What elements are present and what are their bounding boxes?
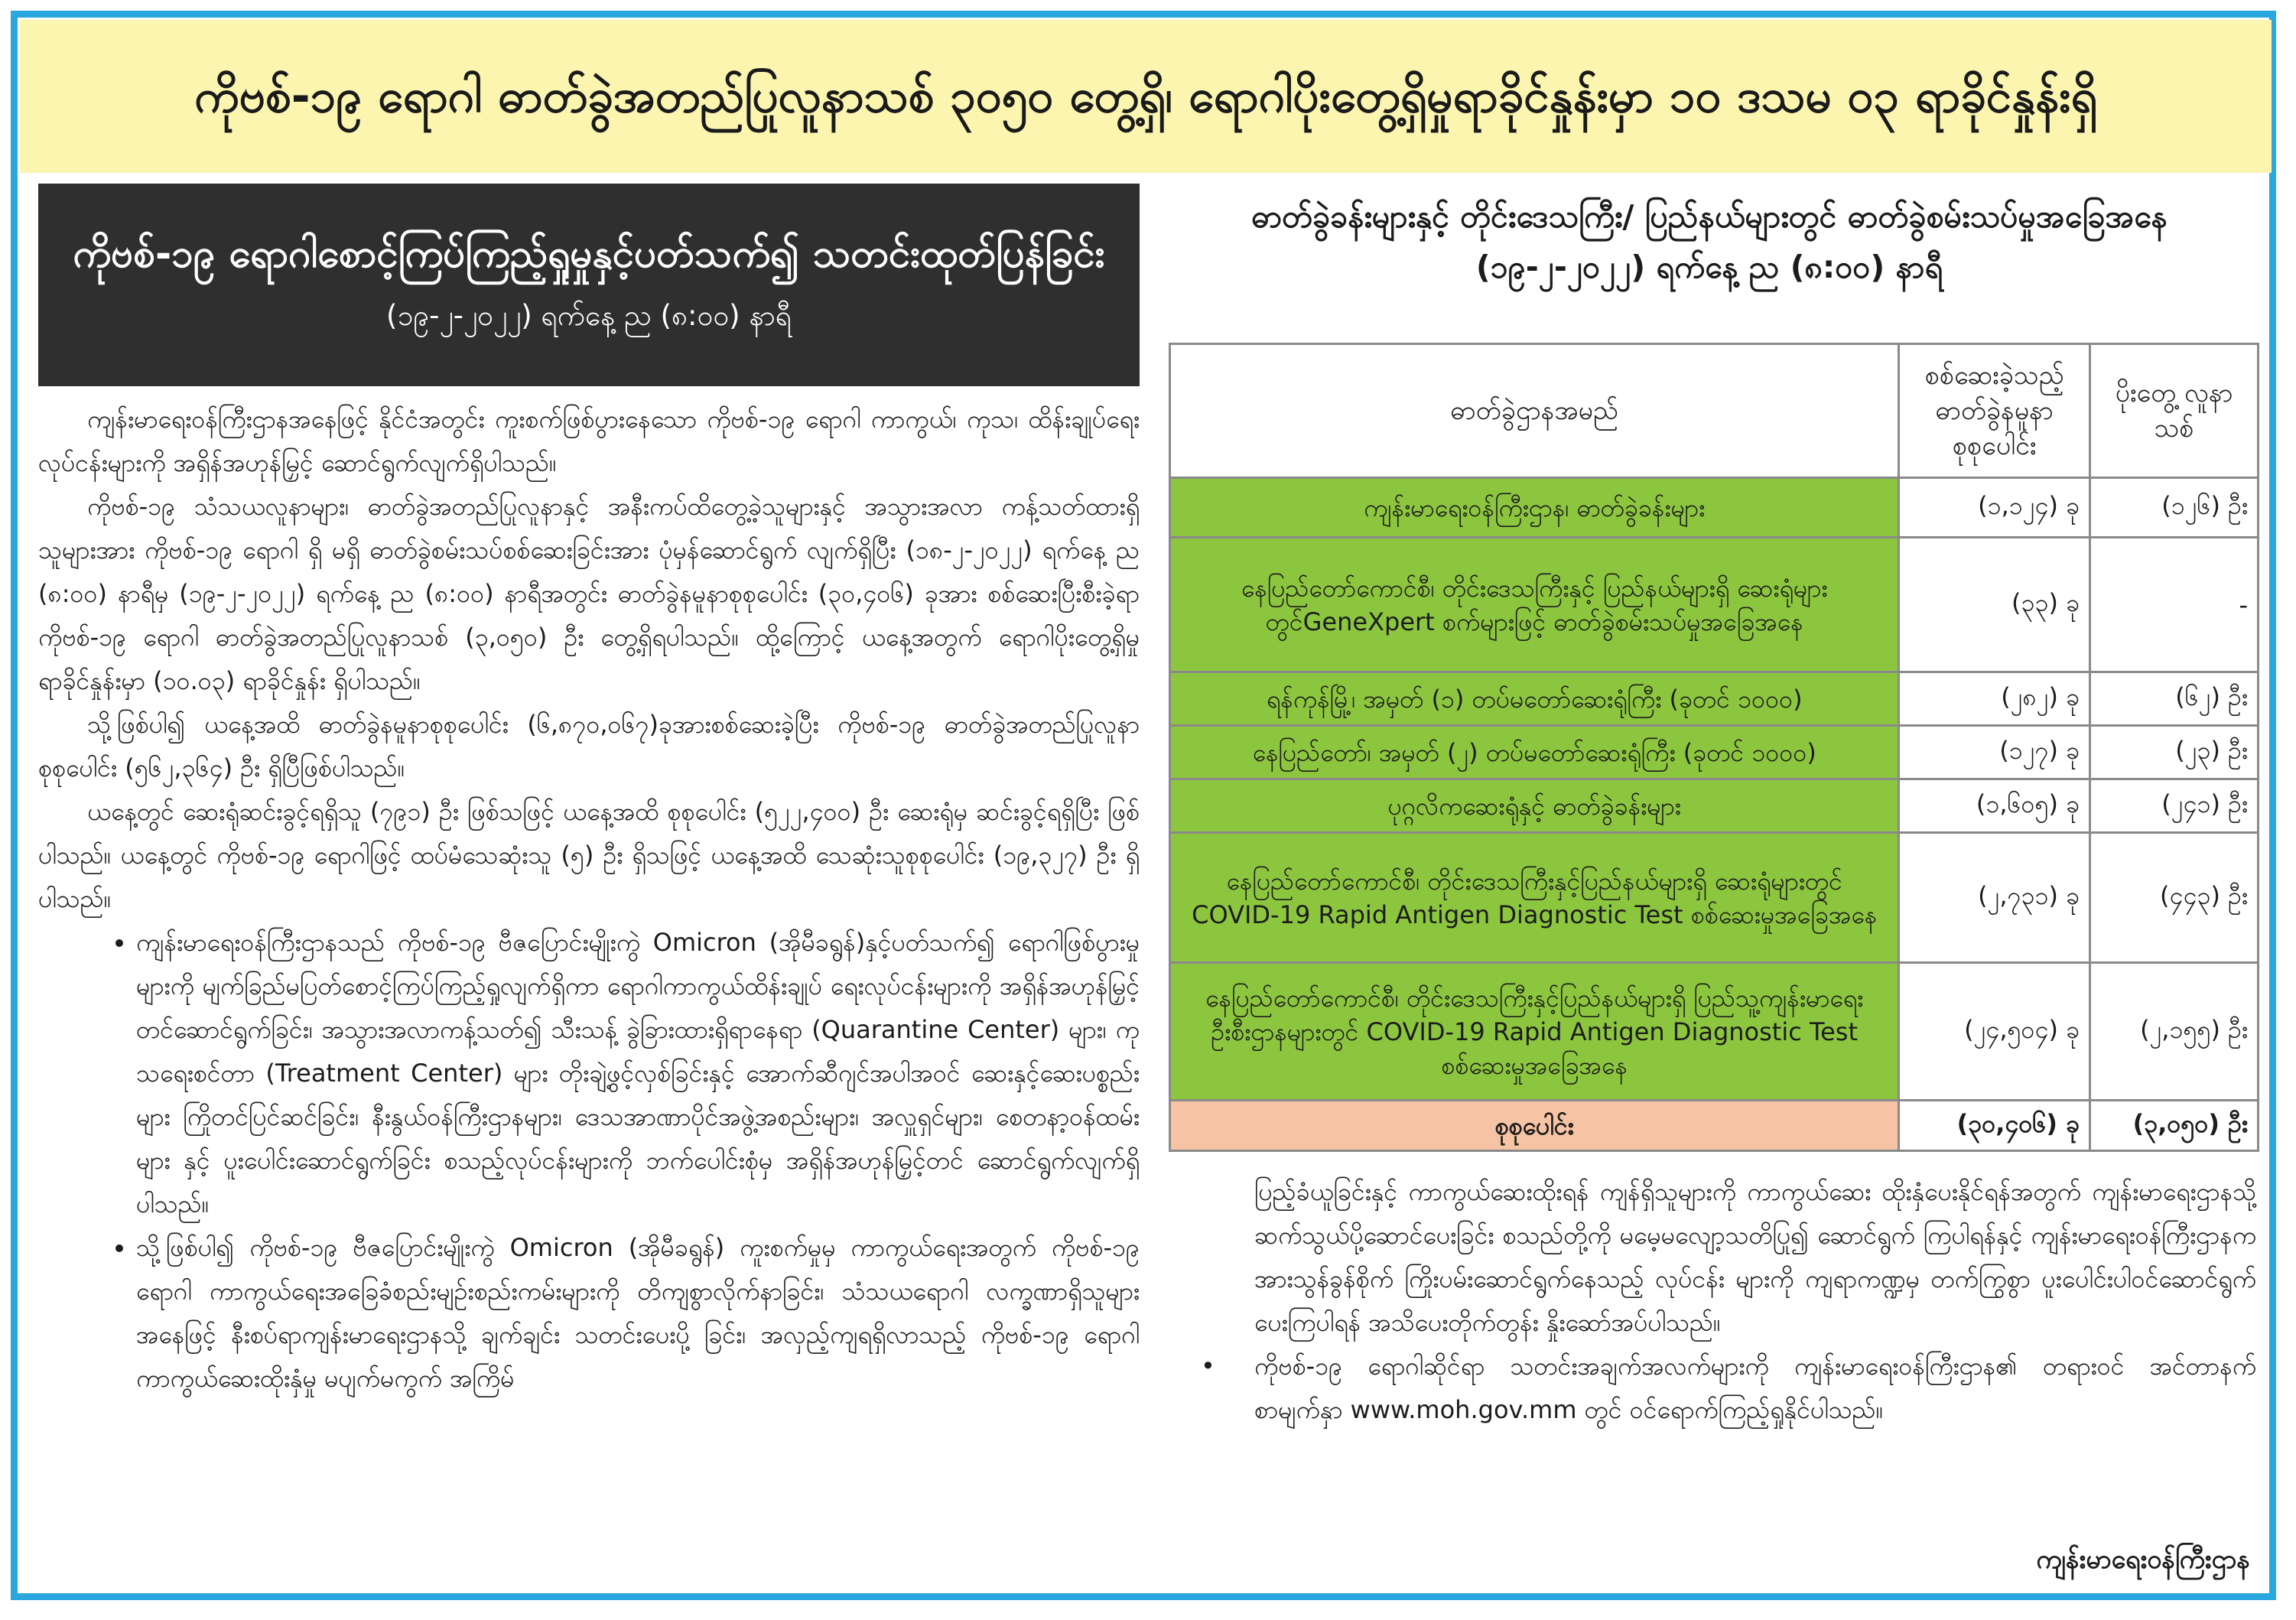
positives-count: (၂,၁၅၅) ဦး (2090, 963, 2259, 1101)
lab-name: ကျန်းမာရေးဝန်ကြီးဌာန၊ ဓာတ်ခွဲခန်းများ (1170, 478, 1899, 538)
paragraph: ကိုဗစ်-၁၉ သံသယလူနာများ၊ ဓာတ်ခွဲအတည်ပြုလူနာနှင့် အနီးကပ်ထိတွေ့ခဲ့သူများနှင့် အသွားအလာ ကန့်သတ်ထားရှိသူများအား ကိုဗစ်-၁၉ ရောဂါ ရှိ မရှိ ဓာတ်ခွဲစမ်းသပ်စစ်ဆေးခြင်းအား ပုံမှန်ဆောင်ရွက် လျက်ရှိပြီး (၁၈-၂-၂၀၂၂) ရက်နေ့ ည (၈:၀၀) နာရီမှ (၁၉-၂-၂၀၂၂) ရက်နေ့ ည (၈:၀၀) နာရီအတွင်း ဓာတ်ခွဲနမူနာစုစုပေါင်း (၃၀,၄၀၆) ခုအား စစ်ဆေးပြီးစီးခဲ့ရာ ကိုဗစ်-၁၉ ရောဂါ ဓာတ်ခွဲအတည်ပြုလူနာသစ် (၃,၀၅၀) ဦး တွေ့ရှိရပါသည်။ ထို့ကြောင့် ယနေ့အတွက် ရောဂါပိုးတွေ့ရှိမှု ရာခိုင်နှုန်းမှာ (၁၀.၀၃) ရာခိုင်နှုန်း ရှိပါသည်။ (38, 492, 1140, 695)
paragraph: သို့ဖြစ်ပါ၍ ယနေ့အထိ ဓာတ်ခွဲနမူနာစုစုပေါင်း (၆,၈၇၀,၀၆၇)ခုအားစစ်ဆေးခဲ့ပြီး ကိုဗစ်-၁၉ ဓာတ်ခွဲအတည်ပြုလူနာစုစုပေါင်း (၅၆၂,၃၆၄) ဦး ရှိပြီဖြစ်ပါသည်။ (38, 710, 1140, 782)
lab-name: နေပြည်တော်ကောင်စီ၊ တိုင်းဒေသကြီးနှင့်ပြည်နယ်များရှိ ပြည်သူ့ကျန်းမာရေးဦးစီးဌာနများတွင် COVID-19 Rapid Antigen Diagnostic Test စစ်ဆေးမှုအခြေအနေ (1170, 963, 1899, 1101)
table-header-row (1170, 344, 2259, 478)
bullet-item: • ကျန်းမာရေးဝန်ကြီးဌာနသည် ကိုဗစ်-၁၉ ဗီဇပြောင်းမျိုးကွဲ Omicron (အိုမီခရွန်)နှင့်ပတ်သက်၍ ရောဂါဖြစ်ပွားမှုများကို မျက်ခြည်မပြတ်စောင့်ကြပ်ကြည့်ရှုလျက်ရှိကာ ရောဂါကာကွယ်ထိန်းချုပ် ရေးလုပ်ငန်းများကို အရှိန်အဟုန်မြှင့်တင်ဆောင်ရွက်ခြင်း၊ အသွားအလာကန့်သတ်၍ သီးသန့် ခွဲခြားထားရှိရာနေရာ (Quarantine Center) များ၊ ကုသရေးစင်တာ (Treatment Center) များ တိုးချဲ့ဖွင့်လှစ်ခြင်းနှင့် အောက်ဆီဂျင်အပါအဝင် ဆေးနှင့်ဆေးပစ္စည်းများ ကြိုတင်ပြင်ဆင်ခြင်း၊ နီးနွယ်ဝန်ကြီးဌာနများ၊ ဒေသအာဏာပိုင်အဖွဲ့အစည်းများ၊ အလှူရှင်များ၊ စေတနာ့ဝန်ထမ်းများ နှင့် ပူးပေါင်းဆောင်ရွက်ခြင်း စသည့်လုပ်ငန်းများကို ဘက်ပေါင်းစုံမှ အရှိန်အဟုန်မြှင့်တင် ဆောင်ရွက်လျက်ရှိပါသည်။ (136, 921, 1140, 1226)
press-release-body (38, 398, 1140, 1599)
press-release-date: (၁၉-၂-၂၀၂၂) ရက်နေ့ ည (၈:၀၀) နာရီ (386, 299, 792, 333)
paragraph: ကျန်းမာရေးဝန်ကြီးဌာနအနေဖြင့် နိုင်ငံအတွင်း ကူးစက်ဖြစ်ပွားနေသော ကိုဗစ်-၁၉ ရောဂါ ကာကွယ်၊ ကုသ၊ ထိန်းချုပ်ရေးလုပ်ငန်းများကို အရှိန်အဟုန်မြှင့် ဆောင်ရွက်လျက်ရှိပါသည်။ (38, 405, 1140, 477)
table-row (1170, 963, 2259, 1101)
bullet-item: • သို့ဖြစ်ပါ၍ ကိုဗစ်-၁၉ ဗီဇပြောင်းမျိုးကွဲ Omicron (အိုမီခရွန်) ကူးစက်မှုမှ ကာကွယ်ရေးအတွက် ကိုဗစ်-၁၉ ရောဂါ ကာကွယ်ရေးအခြေခံစည်းမျဉ်းစည်းကမ်းများကို တိကျစွာလိုက်နာခြင်း၊ သံသယရောဂါ လက္ခဏာရှိသူများအနေဖြင့် နီးစပ်ရာကျန်းမာရေးဌာနသို့ ချက်ချင်း သတင်းပေးပို့ ခြင်း၊ အလှည့်ကျရရှိလာသည့် ကိုဗစ်-၁၉ ရောဂါ ကာကွယ်ဆေးထိုးနှံမှု မပျက်မကွက် အကြိမ် (136, 1226, 1140, 1400)
ministry-signature: ကျန်းမာရေးဝန်ကြီးဌာန (2036, 1544, 2250, 1575)
press-release-title: ကိုဗစ်-၁၉ ရောဂါစောင့်ကြပ်ကြည့်ရှုမှုနှင့်ပတ်သက်၍ သတင်းထုတ်ပြန်ခြင်း (73, 231, 1105, 277)
headline: ကိုဗစ်-၁၉ ရောဂါ ဓာတ်ခွဲအတည်ပြုလူနာသစ် ၃၀၅၀ တွေ့ရှိ၊ ရောဂါပိုးတွေ့ရှိမှုရာခိုင်နှုန်းမှာ ၁၀ ဒသမ ၀၃ ရာခိုင်နှုန်းရှိ (194, 69, 2097, 123)
samples-count: (၂၄,၅၀၄) ခု (1899, 963, 2090, 1101)
bullet-item: • ကိုဗစ်-၁၉ ရောဂါဆိုင်ရာ သတင်းအချက်အလက်များကို ကျန်းမာရေးဝန်ကြီးဌာန၏ တရားဝင် အင်တာနက်စာမျက်နှာ www.moh.gov.mm တွင် ဝင်ရောက်ကြည့်ရှုနိုင်ပါသည်။ (1254, 1345, 2256, 1432)
lab-results-table (1169, 343, 2259, 1152)
positives-count: (၁၂၆) ဦး (2090, 478, 2259, 538)
samples-count: (၂,၇၃၁) ခု (1899, 833, 2090, 963)
table-row (1170, 833, 2259, 963)
table-row (1170, 726, 2259, 779)
lab-name: နေပြည်တော်ကောင်စီ၊ တိုင်းဒေသကြီးနှင့် ပြည်နယ်များရှိ ဆေးရုံများတွင်GeneXpert စက်များဖြင့် ဓာတ်ခွဲစမ်းသပ်မှုအခြေအနေ (1170, 538, 1899, 672)
col-header-samples: စစ်ဆေးခဲ့သည့် ဓာတ်ခွဲနမူနာ စုစုပေါင်း (1899, 344, 2090, 478)
paragraph: ပြည့်ခံယူခြင်းနှင့် ကာကွယ်ဆေးထိုးရန် ကျန်ရှိသူများကို ကာကွယ်ဆေး ထိုးနှံပေးနိုင်ရန်အတွက် ကျန်းမာရေးဌာနသို့ ဆက်သွယ်ပို့ဆောင်ပေးခြင်း စသည်တို့ကို မမေ့မလျော့သတိပြု၍ ဆောင်ရွက် ကြပါရန်နှင့် ကျန်းမာရေးဝန်ကြီးဌာနက အားသွန်ခွန်စိုက် ကြိုးပမ်းဆောင်ရွက်နေသည့် လုပ်ငန်း များကို ကျရာကဏ္ဍမှ တက်ကြွစွာ ပူးပေါင်းပါဝင်ဆောင်ရွက်ပေးကြပါရန် အသိပေးတိုက်တွန်း နှိုးဆော်အပ်ပါသည်။ (1254, 1177, 2256, 1337)
press-release-header (38, 184, 1140, 386)
lab-status-header (1170, 191, 2249, 292)
total-label: စုစုပေါင်း (1170, 1101, 1899, 1151)
bullet-list (38, 921, 1140, 1400)
lab-status-title: ဓာတ်ခွဲခန်းများနှင့် တိုင်းဒေသကြီး/ ပြည်နယ်များတွင် ဓာတ်ခွဲစမ်းသပ်မှုအခြေအနေ (1251, 198, 2168, 235)
positives-count: - (2090, 538, 2259, 672)
positives-count: (၄၄၃) ဦး (2090, 833, 2259, 963)
samples-count: (၁,၁၂၄) ခု (1899, 478, 2090, 538)
col-header-lab-name: ဓာတ်ခွဲဌာနအမည် (1170, 344, 1899, 478)
col-header-positives: ပိုးတွေ့ လူနာသစ် (2090, 344, 2259, 478)
lab-name: ရန်ကုန်မြို့၊ အမှတ် (၁) တပ်မတော်ဆေးရုံကြီး (ခုတင် ၁၀၀၀) (1170, 672, 1899, 726)
table-row (1170, 672, 2259, 726)
lab-status-date: (၁၉-၂-၂၀၂၂) ရက်နေ့ ည (၈:၀၀) နာရီ (1475, 249, 1943, 285)
positives-count: (၂၃) ဦး (2090, 726, 2259, 779)
positives-count: (၆၂) ဦး (2090, 672, 2259, 726)
samples-count: (၁၂၇) ခု (1899, 726, 2090, 779)
bullet-list (1254, 1345, 2256, 1432)
paragraph: ယနေ့တွင် ဆေးရုံဆင်းခွင့်ရရှိသူ (၇၉၁) ဦး ဖြစ်သဖြင့် ယနေ့အထိ စုစုပေါင်း (၅၂၂,၄၀၀) ဦး ဆေးရုံမှ ဆင်းခွင့်ရရှိပြီး ဖြစ်ပါသည်။ ယနေ့တွင် ကိုဗစ်-၁၉ ရောဂါဖြင့် ထပ်မံသေဆုံးသူ (၅) ဦး ရှိသဖြင့် ယနေ့အထိ သေဆုံးသူစုစုပေါင်း (၁၉,၃၂၇) ဦး ရှိပါသည်။ (38, 797, 1140, 913)
continuation-text (1254, 1170, 2256, 1432)
table-row (1170, 538, 2259, 672)
lab-name: နေပြည်တော်ကောင်စီ၊ တိုင်းဒေသကြီးနှင့်ပြည်နယ်များရှိ ဆေးရုံများတွင် COVID-19 Rapid Antigen Diagnostic Test စစ်ဆေးမှုအခြေအနေ (1170, 833, 1899, 963)
positives-count: (၂၄၁) ဦး (2090, 779, 2259, 833)
samples-count: (၁,၆၀၅) ခု (1899, 779, 2090, 833)
total-samples: (၃၀,၄၀၆) ခု (1899, 1101, 2090, 1151)
headline-banner (20, 20, 2272, 173)
lab-name: နေပြည်တော်၊ အမှတ် (၂) တပ်မတော်ဆေးရုံကြီး (ခုတင် ၁၀၀၀) (1170, 726, 1899, 779)
samples-count: (၃၃) ခု (1899, 538, 2090, 672)
samples-count: (၂၈၂) ခု (1899, 672, 2090, 726)
total-positives: (၃,၀၅၀) ဦး (2090, 1101, 2259, 1151)
table-total-row (1170, 1101, 2259, 1151)
table-row (1170, 478, 2259, 538)
lab-name: ပုဂ္ဂလိကဆေးရုံနှင့် ဓာတ်ခွဲခန်းများ (1170, 779, 1899, 833)
table-row (1170, 779, 2259, 833)
